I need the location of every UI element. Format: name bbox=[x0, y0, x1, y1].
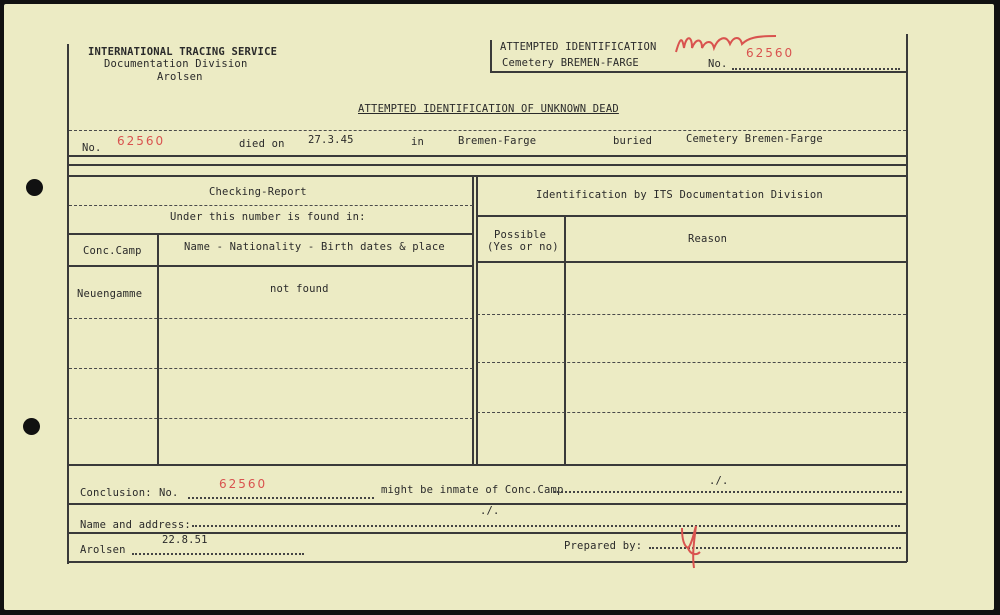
table-row-line bbox=[69, 318, 473, 319]
col-reason-header: Reason bbox=[688, 233, 728, 245]
footer-date-dots bbox=[132, 553, 304, 555]
bottom-frame-line bbox=[69, 561, 907, 563]
handwritten-none-mark bbox=[672, 24, 784, 64]
divider bbox=[477, 215, 906, 217]
index-card bbox=[4, 4, 994, 610]
col-possible-header-1: Possible bbox=[494, 229, 547, 241]
divider bbox=[69, 164, 906, 166]
conclusion-no-dots bbox=[188, 497, 374, 499]
burial-place-value: Cemetery Bremen-Farge bbox=[686, 133, 823, 145]
header-no-label: No. bbox=[708, 58, 728, 70]
row1-name: not found bbox=[270, 283, 329, 295]
handwritten-signature bbox=[676, 518, 706, 572]
footer-date: 22.8.51 bbox=[162, 534, 208, 546]
footer-place: Arolsen bbox=[80, 544, 126, 556]
table-split-line bbox=[476, 175, 478, 465]
table-row-line bbox=[477, 314, 906, 315]
divider bbox=[69, 205, 473, 206]
divider bbox=[69, 233, 473, 235]
conclusion-no-label: No. bbox=[159, 487, 179, 499]
buried-label: buried bbox=[613, 135, 653, 147]
header-number: 62560 bbox=[746, 46, 795, 60]
org-line2: Documentation Division bbox=[104, 58, 248, 70]
table-row-line bbox=[69, 418, 473, 419]
checking-title: Checking-Report bbox=[209, 186, 307, 198]
org-line1: INTERNATIONAL TRACING SERVICE bbox=[88, 46, 278, 58]
divider bbox=[69, 155, 906, 157]
attempted-title: ATTEMPTED IDENTIFICATION bbox=[500, 41, 657, 53]
table-row-line bbox=[477, 412, 906, 413]
col-possible-header-2: (Yes or no) bbox=[487, 241, 559, 253]
table-top-line bbox=[69, 175, 906, 177]
identification-title: Identification by ITS Documentation Division bbox=[536, 189, 823, 201]
col-divider bbox=[564, 215, 566, 465]
conclusion-number: 62560 bbox=[219, 477, 268, 491]
divider bbox=[69, 130, 906, 131]
record-number: 62560 bbox=[117, 134, 166, 148]
divider bbox=[69, 265, 473, 267]
org-line3: Arolsen bbox=[157, 71, 203, 83]
table-split-line bbox=[472, 175, 474, 465]
camp-dots bbox=[554, 491, 902, 493]
conclusion-label: Conclusion: bbox=[80, 487, 152, 499]
punch-hole bbox=[26, 179, 43, 196]
name-address-dots bbox=[192, 525, 900, 527]
table-bottom-line bbox=[69, 464, 906, 466]
place-value: Bremen-Farge bbox=[458, 135, 537, 147]
table-row-line bbox=[69, 368, 473, 369]
record-no-label: No. bbox=[82, 142, 102, 154]
col-camp-header: Conc.Camp bbox=[83, 245, 142, 257]
camp-value: ./. bbox=[709, 475, 729, 487]
row1-camp: Neuengamme bbox=[77, 288, 143, 300]
name-address-label: Name and address: bbox=[80, 519, 191, 531]
header-no-dots bbox=[732, 68, 900, 70]
header-box-left bbox=[490, 40, 492, 72]
header-box-bottom bbox=[490, 71, 907, 73]
died-on-value: 27.3.45 bbox=[308, 134, 354, 146]
name-address-value: ./. bbox=[480, 505, 500, 517]
inmate-text: might be inmate of Conc.Camp bbox=[381, 484, 564, 496]
col-name-header: Name - Nationality - Birth dates & place bbox=[184, 241, 445, 253]
right-frame-line bbox=[906, 34, 908, 562]
form-title: ATTEMPTED IDENTIFICATION OF UNKNOWN DEAD bbox=[358, 103, 619, 115]
checking-subtitle: Under this number is found in: bbox=[170, 211, 366, 223]
cemetery-line: Cemetery BREMEN-FARGE bbox=[502, 57, 639, 69]
died-on-label: died on bbox=[239, 138, 285, 150]
prepared-by-label: Prepared by: bbox=[564, 540, 643, 552]
in-label: in bbox=[411, 136, 425, 148]
punch-hole bbox=[23, 418, 40, 435]
col-divider bbox=[157, 233, 159, 465]
divider bbox=[477, 261, 906, 263]
left-frame-line bbox=[67, 44, 69, 564]
table-row-line bbox=[477, 362, 906, 363]
